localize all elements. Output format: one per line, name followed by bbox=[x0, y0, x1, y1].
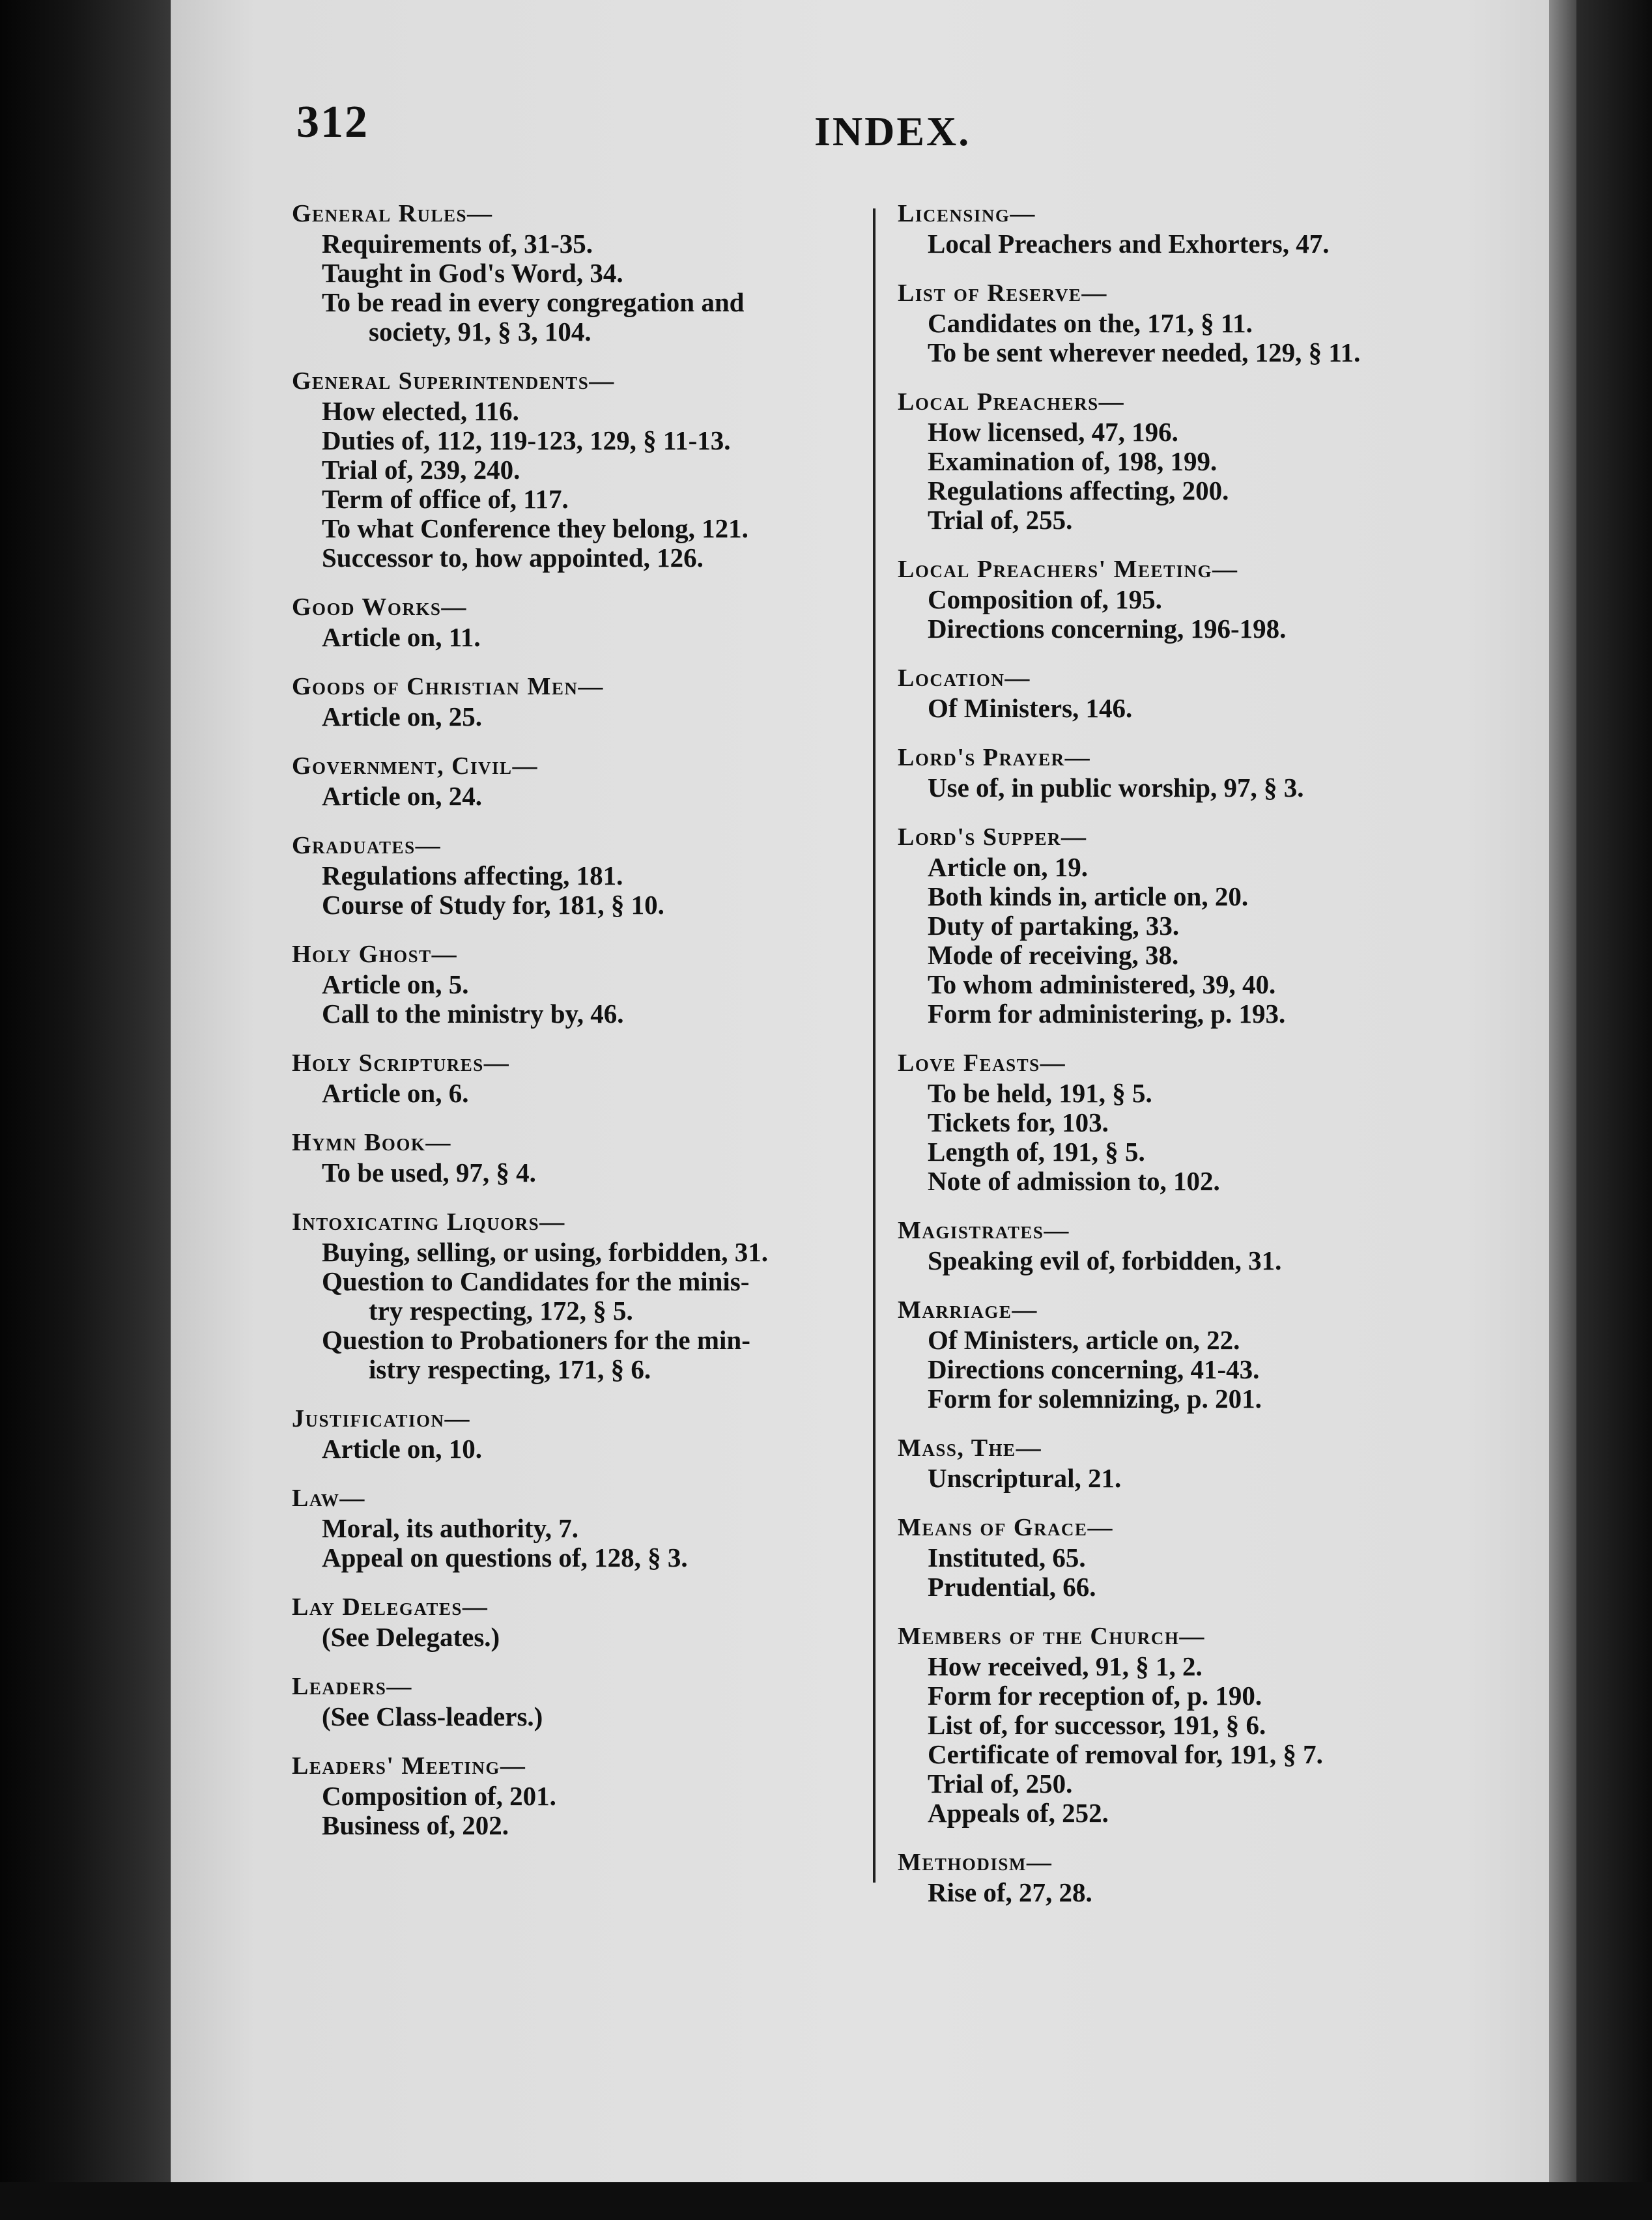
index-subentry: Article on, 5. bbox=[322, 970, 469, 999]
index-subentry: Speaking evil of, forbidden, 31. bbox=[928, 1246, 1282, 1275]
index-subentry: Tickets for, 103. bbox=[928, 1108, 1109, 1137]
index-entry bbox=[292, 1751, 878, 1840]
index-entry bbox=[292, 672, 878, 732]
index-subentry: Appeals of, 252. bbox=[928, 1799, 1109, 1828]
page-number: 312 bbox=[296, 97, 369, 147]
index-subentry: List of, for successor, 191, § 6. bbox=[928, 1711, 1266, 1740]
index-entry bbox=[292, 1404, 878, 1464]
index-heading: Magistrates— bbox=[898, 1217, 1070, 1244]
index-entry bbox=[898, 822, 1497, 1029]
index-subentry: Article on, 24. bbox=[322, 782, 482, 811]
index-subentry: Regulations affecting, 181. bbox=[322, 861, 623, 890]
index-subentry: Of Ministers, article on, 22. bbox=[928, 1326, 1240, 1355]
index-entry bbox=[292, 592, 878, 652]
index-subentry: Article on, 25. bbox=[322, 702, 482, 732]
index-entry bbox=[292, 1592, 878, 1652]
index-subentry: Trial of, 239, 240. bbox=[322, 455, 520, 485]
index-subentry: Directions concerning, 196-198. bbox=[928, 614, 1287, 644]
index-entry bbox=[898, 1513, 1497, 1602]
running-head: INDEX. bbox=[814, 108, 971, 154]
index-heading: Mass, The— bbox=[898, 1434, 1042, 1462]
index-subentry: Trial of, 250. bbox=[928, 1769, 1073, 1799]
index-subentry: Buying, selling, or using, forbidden, 31. bbox=[322, 1238, 769, 1267]
index-entry bbox=[292, 831, 878, 920]
index-subentry: Article on, 6. bbox=[322, 1079, 469, 1108]
index-subentry: To be sent wherever needed, 129, § 11. bbox=[928, 338, 1361, 367]
index-subentry: To whom administered, 39, 40. bbox=[928, 970, 1276, 999]
index-heading: Lord's Prayer— bbox=[898, 744, 1091, 771]
index-heading: Licensing— bbox=[898, 200, 1036, 227]
index-entry bbox=[898, 387, 1497, 535]
index-subentry: (See Delegates.) bbox=[322, 1623, 500, 1652]
index-subentry: Of Ministers, 146. bbox=[928, 694, 1133, 723]
index-entry bbox=[292, 751, 878, 811]
index-subentry: istry respecting, 171, § 6. bbox=[369, 1355, 651, 1384]
index-entry bbox=[898, 554, 1497, 644]
index-subentry: Article on, 11. bbox=[322, 623, 481, 652]
index-subentry: Regulations affecting, 200. bbox=[928, 476, 1229, 505]
index-subentry: Examination of, 198, 199. bbox=[928, 447, 1218, 476]
index-entry bbox=[898, 278, 1497, 367]
left-binding-shadow bbox=[0, 0, 176, 2220]
index-heading: Methodism— bbox=[898, 1849, 1053, 1876]
index-heading: Lord's Supper— bbox=[898, 823, 1087, 851]
index-heading: General Rules— bbox=[292, 200, 493, 227]
index-entry bbox=[898, 1847, 1497, 1907]
bottom-shadow bbox=[0, 2182, 1652, 2220]
index-heading: Graduates— bbox=[292, 832, 442, 859]
index-subentry: Rise of, 27, 28. bbox=[928, 1878, 1092, 1907]
index-subentry: (See Class-leaders.) bbox=[322, 1702, 543, 1731]
index-heading: Good Works— bbox=[292, 593, 467, 621]
index-entry bbox=[292, 1672, 878, 1731]
index-entry bbox=[898, 1295, 1497, 1414]
index-entry bbox=[292, 199, 878, 347]
index-subentry: Appeal on questions of, 128, § 3. bbox=[322, 1543, 688, 1572]
index-subentry: Taught in God's Word, 34. bbox=[322, 259, 623, 288]
index-heading: Location— bbox=[898, 664, 1031, 692]
next-page-edge bbox=[1549, 0, 1576, 2184]
index-subentry: How licensed, 47, 196. bbox=[928, 418, 1178, 447]
index-heading: Lay Delegates— bbox=[292, 1593, 489, 1621]
index-subentry: Certificate of removal for, 191, § 7. bbox=[928, 1740, 1323, 1769]
index-subentry: Local Preachers and Exhorters, 47. bbox=[928, 229, 1330, 259]
index-subentry: Directions concerning, 41-43. bbox=[928, 1355, 1260, 1384]
column-divider bbox=[873, 208, 876, 1883]
index-subentry: Form for solemnizing, p. 201. bbox=[928, 1384, 1262, 1414]
index-subentry: To be held, 191, § 5. bbox=[928, 1079, 1152, 1108]
index-subentry: Mode of receiving, 38. bbox=[928, 941, 1179, 970]
index-heading: Goods of Christian Men— bbox=[292, 673, 604, 700]
index-heading: Government, Civil— bbox=[292, 752, 539, 780]
index-subentry: How received, 91, § 1, 2. bbox=[928, 1652, 1203, 1681]
index-subentry: Question to Candidates for the minis- bbox=[322, 1267, 750, 1296]
index-entry bbox=[292, 1128, 878, 1188]
index-subentry: Duties of, 112, 119-123, 129, § 11-13. bbox=[322, 426, 731, 455]
index-entry bbox=[898, 199, 1497, 259]
index-subentry: Article on, 19. bbox=[928, 853, 1088, 882]
index-subentry: Instituted, 65. bbox=[928, 1543, 1086, 1572]
index-subentry: Use of, in public worship, 97, § 3. bbox=[928, 773, 1304, 803]
index-subentry: Form for administering, p. 193. bbox=[928, 999, 1286, 1029]
index-subentry: Note of admission to, 102. bbox=[928, 1167, 1220, 1196]
index-heading: Members of the Church— bbox=[898, 1623, 1205, 1650]
index-heading: Justification— bbox=[292, 1405, 471, 1432]
index-heading: Means of Grace— bbox=[898, 1514, 1113, 1541]
index-subentry: Trial of, 255. bbox=[928, 505, 1073, 535]
index-subentry: Composition of, 201. bbox=[322, 1782, 556, 1811]
index-column-right bbox=[898, 199, 1497, 1927]
index-entry bbox=[292, 1483, 878, 1572]
index-heading: Local Preachers' Meeting— bbox=[898, 556, 1238, 583]
index-heading: Love Feasts— bbox=[898, 1049, 1066, 1077]
index-subentry: try respecting, 172, § 5. bbox=[369, 1296, 633, 1326]
index-subentry: Question to Probationers for the min- bbox=[322, 1326, 750, 1355]
index-subentry: Both kinds in, article on, 20. bbox=[928, 882, 1249, 911]
index-subentry: How elected, 116. bbox=[322, 397, 519, 426]
index-heading: Intoxicating Liquors— bbox=[292, 1208, 565, 1236]
index-subentry: Length of, 191, § 5. bbox=[928, 1137, 1145, 1167]
index-heading: Local Preachers— bbox=[898, 388, 1125, 416]
index-subentry: Composition of, 195. bbox=[928, 585, 1162, 614]
index-entry bbox=[292, 366, 878, 573]
index-heading: Law— bbox=[292, 1485, 365, 1512]
index-subentry: Article on, 10. bbox=[322, 1434, 482, 1464]
index-subentry: Prudential, 66. bbox=[928, 1572, 1096, 1602]
index-subentry: Form for reception of, p. 190. bbox=[928, 1681, 1262, 1711]
index-subentry: To be used, 97, § 4. bbox=[322, 1158, 536, 1188]
index-column-left bbox=[292, 199, 878, 1860]
index-subentry: Successor to, how appointed, 126. bbox=[322, 543, 704, 573]
index-heading: Leaders— bbox=[292, 1673, 412, 1700]
right-binding-shadow bbox=[1576, 0, 1652, 2220]
index-heading: List of Reserve— bbox=[898, 279, 1107, 307]
index-entry bbox=[292, 939, 878, 1029]
index-subentry: Candidates on the, 171, § 11. bbox=[928, 309, 1253, 338]
index-heading: Hymn Book— bbox=[292, 1129, 451, 1156]
index-entry bbox=[898, 1216, 1497, 1275]
index-heading: General Superintendents— bbox=[292, 367, 615, 395]
index-subentry: Unscriptural, 21. bbox=[928, 1464, 1122, 1493]
index-entry bbox=[898, 1621, 1497, 1828]
index-subentry: Course of Study for, 181, § 10. bbox=[322, 890, 664, 920]
index-heading: Holy Scriptures— bbox=[292, 1049, 510, 1077]
index-heading: Holy Ghost— bbox=[292, 941, 458, 968]
index-entry bbox=[898, 663, 1497, 723]
index-subentry: Requirements of, 31-35. bbox=[322, 229, 593, 259]
index-entry bbox=[292, 1207, 878, 1384]
index-subentry: To what Conference they belong, 121. bbox=[322, 514, 748, 543]
index-subentry: Call to the ministry by, 46. bbox=[322, 999, 624, 1029]
index-entry bbox=[898, 743, 1497, 803]
index-subentry: Duty of partaking, 33. bbox=[928, 911, 1180, 941]
index-subentry: society, 91, § 3, 104. bbox=[369, 317, 591, 347]
index-entry bbox=[898, 1433, 1497, 1493]
index-subentry: Moral, its authority, 7. bbox=[322, 1514, 579, 1543]
index-entry bbox=[292, 1048, 878, 1108]
index-subentry: Business of, 202. bbox=[322, 1811, 509, 1840]
index-heading: Marriage— bbox=[898, 1296, 1038, 1324]
index-subentry: To be read in every congregation and bbox=[322, 288, 745, 317]
index-entry bbox=[898, 1048, 1497, 1196]
index-subentry: Term of office of, 117. bbox=[322, 485, 569, 514]
index-heading: Leaders' Meeting— bbox=[292, 1752, 526, 1780]
